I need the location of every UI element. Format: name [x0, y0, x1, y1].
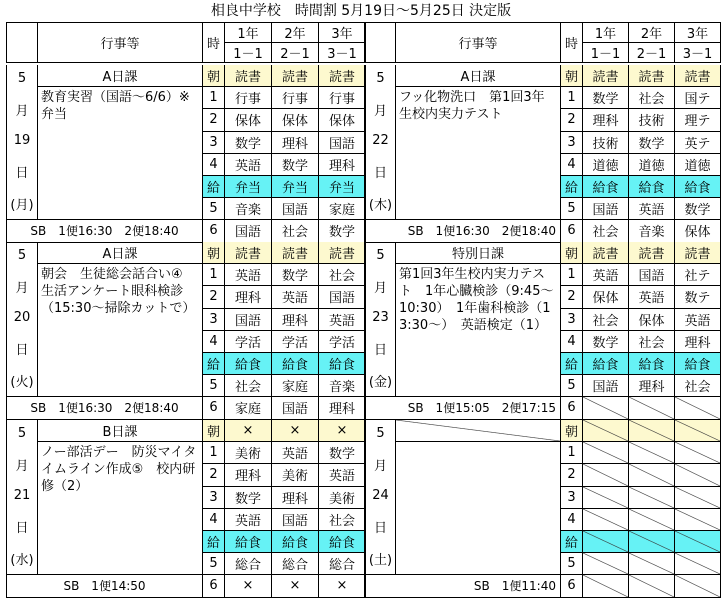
subject-cell: 給食	[272, 353, 319, 375]
day-month: 5	[17, 248, 27, 263]
subject-cell: ×	[225, 420, 272, 442]
header-event: 行事等	[396, 22, 561, 63]
subject-cell: 英語	[225, 154, 272, 176]
period-label: 2	[561, 464, 583, 486]
period-label: 4	[561, 154, 583, 176]
subject-cell	[629, 531, 675, 553]
period-label: 給	[203, 353, 225, 375]
period-label: 朝	[561, 65, 583, 87]
header-grade: 1年	[583, 22, 629, 43]
day-event: フッ化物洗口 第1回3年生校内実力テスト	[396, 87, 561, 220]
day-date: 24	[372, 487, 389, 503]
subject-cell: 社会	[629, 331, 675, 353]
period-label: 朝	[561, 242, 583, 264]
subject-cell: 読書	[583, 242, 629, 264]
period-label: 給	[203, 531, 225, 553]
period-label: 6	[561, 397, 583, 419]
subject-cell: 理科	[319, 154, 366, 176]
day-date-char: 日	[373, 520, 387, 536]
subject-cell	[583, 487, 629, 509]
subject-cell	[629, 442, 675, 464]
subject-cell: 英語	[225, 509, 272, 531]
period-label: 5	[561, 198, 583, 220]
period-label: 3	[203, 132, 225, 154]
day-date: 19	[13, 132, 31, 148]
period-label: 4	[561, 509, 583, 531]
subject-cell: 読書	[272, 65, 319, 87]
subject-cell: 英語	[629, 198, 675, 220]
subject-cell: 技術	[629, 109, 675, 131]
subject-cell: 音楽	[319, 375, 366, 397]
period-label: 朝	[561, 420, 583, 442]
day-date-column	[6, 65, 38, 220]
period-label: 5	[203, 553, 225, 575]
subject-cell: 理科	[583, 109, 629, 131]
period-label: 3	[203, 487, 225, 509]
subject-cell: 総合	[225, 553, 272, 575]
period-label: 4	[203, 331, 225, 353]
day-month: 5	[376, 248, 385, 263]
subject-cell: 道徳	[583, 154, 629, 176]
subject-cell: 学活	[272, 331, 319, 353]
day-course: A日課	[396, 65, 561, 87]
subject-cell	[675, 442, 721, 464]
subject-cell	[583, 397, 629, 419]
subject-cell	[629, 487, 675, 509]
subject-cell: 道徳	[675, 154, 721, 176]
subject-cell: 理科	[272, 309, 319, 331]
day-date: 23	[372, 309, 389, 325]
day-bus: SB 1便14:50	[6, 575, 203, 597]
day-event	[396, 442, 561, 575]
subject-cell: 家庭	[319, 198, 366, 220]
period-label: 4	[561, 331, 583, 353]
subject-cell	[675, 575, 721, 597]
header-date-blank	[364, 22, 396, 63]
period-label: 3	[561, 309, 583, 331]
period-label: 1	[203, 442, 225, 464]
day-month-char: 月	[15, 458, 29, 474]
subject-cell: 行事	[272, 87, 319, 109]
period-label: 1	[561, 442, 583, 464]
subject-cell	[583, 531, 629, 553]
subject-cell: 保体	[629, 309, 675, 331]
period-label: 給	[561, 353, 583, 375]
subject-cell: 社会	[675, 375, 721, 397]
subject-cell: 英語	[272, 442, 319, 464]
subject-cell: 数学	[225, 132, 272, 154]
subject-cell: 弁当	[225, 176, 272, 198]
day-month: 5	[376, 426, 385, 441]
day-date-char: 日	[373, 165, 387, 181]
subject-cell	[675, 553, 721, 575]
subject-cell	[583, 464, 629, 486]
day-month-char: 月	[373, 280, 387, 296]
header-class: 2－1	[272, 43, 319, 63]
day-date-column	[6, 242, 38, 397]
period-label: 2	[561, 109, 583, 131]
subject-cell: 国語	[272, 397, 319, 419]
subject-cell: 読書	[225, 65, 272, 87]
subject-cell	[675, 420, 721, 442]
subject-cell: 数学	[319, 220, 366, 242]
header-grade: 1年	[225, 22, 272, 43]
subject-cell: 給食	[629, 176, 675, 198]
subject-cell: 学活	[225, 331, 272, 353]
subject-cell: 国語	[272, 198, 319, 220]
day-month: 5	[17, 71, 27, 86]
day-event: ノー部活デー 防災マイタイムライン作成⑤ 校内研修（2）	[38, 442, 203, 575]
subject-cell: 家庭	[272, 375, 319, 397]
subject-cell: 行事	[319, 87, 366, 109]
subject-cell: 読書	[675, 65, 721, 87]
day-date-column	[364, 242, 396, 397]
subject-cell: 理科	[225, 464, 272, 486]
period-label: 6	[561, 220, 583, 242]
subject-cell: 給食	[319, 531, 366, 553]
subject-cell: 英語	[675, 309, 721, 331]
subject-cell: 数学	[272, 264, 319, 286]
subject-cell: 美術	[225, 442, 272, 464]
period-label: 2	[203, 286, 225, 308]
page-title: 相良中学校 時間割 5月19日～5月25日 決定版	[210, 3, 512, 19]
day-course	[396, 420, 561, 442]
day-month: 5	[17, 426, 27, 441]
period-label: 2	[561, 286, 583, 308]
subject-cell: 社会	[319, 264, 366, 286]
day-weekday: (火)	[10, 375, 34, 391]
subject-cell	[583, 420, 629, 442]
day-month-char: 月	[15, 280, 29, 296]
subject-cell: 給食	[629, 353, 675, 375]
subject-cell: 社会	[225, 375, 272, 397]
subject-cell: 技術	[583, 132, 629, 154]
day-course: B日課	[38, 420, 203, 442]
header-grade: 2年	[272, 22, 319, 43]
subject-cell: 給食	[583, 353, 629, 375]
day-date: 20	[13, 309, 31, 325]
subject-cell	[675, 397, 721, 419]
subject-cell: 国語	[319, 286, 366, 308]
subject-cell: 社会	[272, 220, 319, 242]
subject-cell: 理科	[319, 397, 366, 419]
period-label: 5	[561, 553, 583, 575]
header-class: 1－1	[225, 43, 272, 63]
subject-cell: 保体	[675, 220, 721, 242]
subject-cell: 理科	[272, 132, 319, 154]
subject-cell: 読書	[225, 242, 272, 264]
period-label: 3	[561, 132, 583, 154]
subject-cell: 国テ	[675, 87, 721, 109]
day-bus: SB 1便11:40	[364, 575, 561, 597]
subject-cell	[629, 509, 675, 531]
day-weekday: (月)	[10, 198, 34, 214]
subject-cell: 音楽	[629, 220, 675, 242]
subject-cell: 給食	[225, 531, 272, 553]
subject-cell: 音楽	[225, 198, 272, 220]
subject-cell: 行事	[225, 87, 272, 109]
subject-cell	[583, 575, 629, 597]
day-weekday: (水)	[10, 553, 34, 569]
header-grade: 3年	[319, 22, 366, 43]
subject-cell: 社テ	[675, 264, 721, 286]
subject-cell	[583, 442, 629, 464]
subject-cell: 家庭	[225, 397, 272, 419]
subject-cell: 英語	[319, 464, 366, 486]
day-weekday: (金)	[368, 375, 393, 391]
subject-cell: 国語	[583, 375, 629, 397]
header-event: 行事等	[38, 22, 203, 63]
period-label: 3	[203, 309, 225, 331]
period-label: 2	[203, 109, 225, 131]
period-label: 5	[203, 375, 225, 397]
subject-cell: 美術	[319, 487, 366, 509]
subject-cell: 数学	[583, 87, 629, 109]
period-label: 朝	[203, 420, 225, 442]
header-class: 3－1	[319, 43, 366, 63]
period-label: 4	[203, 154, 225, 176]
subject-cell: 読書	[583, 65, 629, 87]
subject-cell: 総合	[272, 553, 319, 575]
subject-cell: 国語	[225, 220, 272, 242]
day-course: A日課	[38, 65, 203, 87]
period-label: 朝	[203, 65, 225, 87]
period-label: 6	[561, 575, 583, 597]
period-label: 1	[561, 264, 583, 286]
subject-cell: 理科	[675, 331, 721, 353]
subject-cell: 国語	[583, 198, 629, 220]
subject-cell	[629, 575, 675, 597]
day-date-char: 日	[15, 165, 29, 181]
timetable-grid	[0, 22, 722, 602]
header-period: 時	[561, 22, 583, 63]
subject-cell: 保体	[583, 286, 629, 308]
subject-cell	[675, 487, 721, 509]
header-class: 3－1	[675, 43, 721, 63]
subject-cell: 給食	[675, 176, 721, 198]
subject-cell: 英語	[629, 286, 675, 308]
header-grade: 2年	[629, 22, 675, 43]
subject-cell: 英語	[225, 264, 272, 286]
day-bus: SB 1便16:30 2便18:40	[364, 220, 561, 242]
subject-cell: 国語	[319, 132, 366, 154]
subject-cell: ×	[272, 575, 319, 597]
subject-cell: ×	[319, 575, 366, 597]
subject-cell	[583, 553, 629, 575]
subject-cell: 保体	[319, 109, 366, 131]
subject-cell: 国語	[629, 264, 675, 286]
header-class: 1－1	[583, 43, 629, 63]
period-label: 4	[203, 509, 225, 531]
subject-cell: 保体	[225, 109, 272, 131]
header-date-blank	[6, 22, 38, 63]
subject-cell: 弁当	[319, 176, 366, 198]
subject-cell: 英語	[272, 286, 319, 308]
subject-cell	[675, 464, 721, 486]
subject-cell: 英テ	[675, 132, 721, 154]
subject-cell: 数テ	[675, 286, 721, 308]
subject-cell: 数学	[583, 331, 629, 353]
day-date-char: 日	[15, 520, 29, 536]
day-date-char: 日	[15, 342, 29, 358]
subject-cell: 社会	[319, 509, 366, 531]
subject-cell: 美術	[272, 464, 319, 486]
period-label: 6	[203, 575, 225, 597]
subject-cell: 数学	[675, 198, 721, 220]
day-weekday: (木)	[368, 198, 393, 214]
period-label: 2	[203, 464, 225, 486]
subject-cell: 英語	[319, 309, 366, 331]
subject-cell: 理テ	[675, 109, 721, 131]
day-date-column	[364, 420, 396, 575]
period-label: 3	[561, 487, 583, 509]
subject-cell: 国語	[272, 509, 319, 531]
day-date: 21	[13, 487, 31, 503]
subject-cell	[629, 397, 675, 419]
period-label: 5	[203, 198, 225, 220]
period-label: 5	[561, 375, 583, 397]
day-date-char: 日	[373, 342, 387, 358]
subject-cell: 給食	[225, 353, 272, 375]
day-bus: SB 1便16:30 2便18:40	[6, 397, 203, 419]
header-grade: 3年	[675, 22, 721, 43]
subject-cell: 給食	[319, 353, 366, 375]
day-month-char: 月	[373, 103, 387, 119]
subject-cell	[629, 420, 675, 442]
subject-cell: 読書	[319, 242, 366, 264]
day-bus: SB 1便15:05 2便17:15	[364, 397, 561, 419]
period-label: 給	[561, 176, 583, 198]
subject-cell	[675, 531, 721, 553]
day-event: 第1回3年生校内実力テスト 1年心臓検診（9:45～10:30） 1年歯科検診（13:30～） 英語検定（1）	[396, 264, 561, 397]
subject-cell: 学活	[319, 331, 366, 353]
day-month-char: 月	[15, 103, 29, 119]
header-class: 2－1	[629, 43, 675, 63]
day-event: 教育実習（国語～6/6）※弁当	[38, 87, 203, 220]
day-date-column	[364, 65, 396, 220]
period-label: 給	[561, 531, 583, 553]
period-label: 1	[561, 87, 583, 109]
subject-cell: 理科	[272, 487, 319, 509]
subject-cell: 理科	[225, 286, 272, 308]
subject-cell: ×	[225, 575, 272, 597]
subject-cell: 数学	[629, 132, 675, 154]
period-label: 1	[203, 264, 225, 286]
subject-cell: 読書	[675, 242, 721, 264]
subject-cell	[629, 464, 675, 486]
period-label: 6	[203, 220, 225, 242]
subject-cell: 読書	[629, 65, 675, 87]
day-bus: SB 1便16:30 2便18:40	[6, 220, 203, 242]
period-label: 朝	[203, 242, 225, 264]
subject-cell: 弁当	[272, 176, 319, 198]
day-course: 特別日課	[396, 242, 561, 264]
header-period: 時	[203, 22, 225, 63]
subject-cell	[629, 553, 675, 575]
subject-cell: ×	[319, 420, 366, 442]
subject-cell: 理科	[629, 375, 675, 397]
period-label: 1	[203, 87, 225, 109]
subject-cell: 数学	[272, 154, 319, 176]
day-date-column	[6, 420, 38, 575]
subject-cell: 社会	[583, 220, 629, 242]
subject-cell: 社会	[629, 87, 675, 109]
subject-cell: 保体	[272, 109, 319, 131]
day-month-char: 月	[373, 458, 387, 474]
day-date: 22	[372, 132, 389, 148]
period-label: 給	[203, 176, 225, 198]
day-course: A日課	[38, 242, 203, 264]
day-month: 5	[376, 71, 385, 86]
subject-cell: 数学	[225, 487, 272, 509]
subject-cell: ×	[272, 420, 319, 442]
subject-cell: 国語	[225, 309, 272, 331]
subject-cell: 読書	[629, 242, 675, 264]
period-label: 6	[203, 397, 225, 419]
subject-cell: 道徳	[629, 154, 675, 176]
subject-cell: 社会	[583, 309, 629, 331]
subject-cell: 給食	[675, 353, 721, 375]
subject-cell: 数学	[319, 442, 366, 464]
subject-cell: 英語	[583, 264, 629, 286]
subject-cell: 給食	[583, 176, 629, 198]
subject-cell: 給食	[272, 531, 319, 553]
subject-cell	[583, 509, 629, 531]
subject-cell: 読書	[272, 242, 319, 264]
subject-cell	[675, 509, 721, 531]
subject-cell: 総合	[319, 553, 366, 575]
day-weekday: (土)	[368, 553, 393, 569]
day-event: 朝会 生徒総会話合い④ 生活アンケート眼科検診（15:30～掃除カットで）	[38, 264, 203, 397]
subject-cell: 読書	[319, 65, 366, 87]
